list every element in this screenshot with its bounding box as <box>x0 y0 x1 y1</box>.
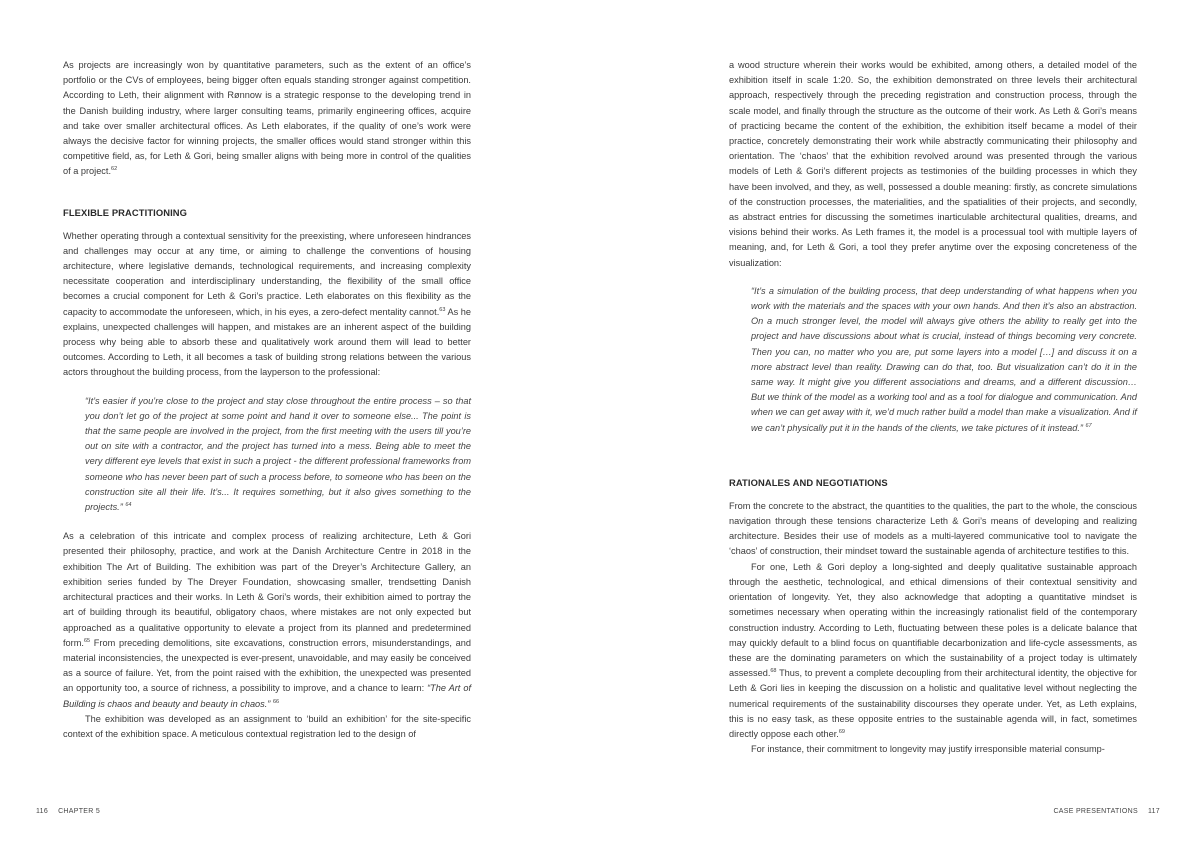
right-paragraph-2: From the concrete to the abstract, the quantities to the qualities, the part to the whole, the conscious navigation through these tensions characterize Leth & Gori’s means of developing and realizing architecture. Besides their use of models as a multi-layered communicative tool to navigate the ‘chaos’ of construction, their mindset toward the sustainable agenda of architecture testifies to this. <box>729 500 1137 557</box>
paragraph-text: For one, Leth & Gori deploy a long-sighted and deeply qualitative sustainable approach through the aesthetic, technological, and ethical dimensions of their contextual sensitivity and orientation of longevity. Yet, they also acknowledge that adopting a quantitative mindset is sometimes necessary when operating within the increasingly rationalist field of the contemporary construction industry. According to Leth, fluctuating between these poles is a delicate balance that may quickly default to a blind focus on quantifiable decarbonization and life-cycle assessments, as these are the dominating parameters on which the sustainability of a project today is ultimately assessed. <box>729 561 1137 679</box>
right-paragraph-4: For instance, their commitment to longevity may justify irresponsible material consump- <box>751 744 1105 755</box>
footnote-ref: 63 <box>439 306 446 313</box>
left-paragraph-4: The exhibition was developed as an assignment to ‘build an exhibition’ for the site-specific context of the exhibition space. A meticulous contextual registration led to the design of <box>63 713 471 739</box>
footnote-ref: 66 <box>272 698 280 705</box>
left-text-column <box>63 58 471 742</box>
page-number: 117 <box>1147 808 1160 815</box>
footnote-ref: 62 <box>111 166 118 173</box>
right-page <box>600 0 1200 849</box>
right-text-column <box>729 58 1137 757</box>
page-number: 116 <box>36 808 49 815</box>
footnote-ref: 68 <box>770 668 777 675</box>
paragraph-text: As he explains, unexpected challenges will happen, and mistakes are an inherent aspect of the building process why being able to absorb these and qualitatively work around them will lead to better outcomes. According to Leth, it all becomes a task of building strong relations between the various actors throughout the building process, from the layperson to the professional: <box>63 306 471 378</box>
right-paragraph-3 <box>729 560 1137 742</box>
right-paragraph-1: a wood structure wherein their works would be exhibited, among others, a detailed model of the exhibition itself in scale 1:20. So, the exhibition demonstrated on three levels their architectural approach, respectively through the preceding registration and construction process, through the scale model, and finally through the structure as the outcome of their work. As Leth & Gori’s means of practicing became the content of the exhibition, the exhibition itself became a model of their practice, concretely demonstrating their work while abstractly communicating their philosophy and orientation. The ‘chaos’ that the exhibition revolved around was presented through the various models of Leth & Gori’s different projects as testimonies of the building processes in which they have been involved, and they, as well, possessed a double meaning: firstly, as concrete simulations of the construction processes, the materialities, and the spatialities of their projects, and secondly, as abstract entries for discussing the sometimes inarticulable architectural qualities, dreams, and visions behind their works. As Leth frames it, the model is a processual tool with multiple layers of meaning, and, for Leth & Gori, a tool they prefer anytime over the exposing concreteness of the visualization: <box>729 60 1137 268</box>
section-heading-rationales: RATIONALES AND NEGOTIATIONS <box>729 476 888 488</box>
footnote-ref: 69 <box>838 728 845 735</box>
chapter-label: CHAPTER 5 <box>58 808 101 815</box>
quote-text: “It’s easier if you’re close to the project and stay close throughout the entire process – so that you don’t let go of the project at some point and hand it over to someone else... The point is that the same people are involved in the project, from the first meeting with the users till you’re out on site with a contractor, and the project has turned into a mess. Being able to meet the very different eye levels that exist in such a project - the different professional frameworks from someone who has never been part of such a process before, to someone who has been on the construction site all their life. It’s... It requires something, but it also gives something to the projects.” <box>85 395 471 513</box>
paragraph-text: Whether operating through a contextual sensitivity for the preexisting, where unforeseen hindrances and challenges may occur at any time, or aiming to challenge the conventions of housing architecture, where legislative demands, technological requirements, and increasing complexity necessitate cooperation and interdisciplinary understanding, the flexibility of the small office becomes a crucial component for Leth & Gori’s practice. Leth elaborates on this flexibility as the capacity to accommodate the unforeseen, which, in his eyes, a zero-defect mentality cannot. <box>63 230 471 317</box>
quote-text: “It’s a simulation of the building process, that deep understanding of what happens when you work with the materials and the spaces with your own hands. And then it’s also an abstraction. On a much stronger level, the model will always give others the ability to really get into the project and have discussions about what is crucial, instead of things becoming very concrete. Then you can, no matter who you are, put some layers into a model […] and discuss it on a more abstract level than reality. Drawing can do that, too. But visualization can’t do it in the same way. It might give you different associations and dreams, and a different discussion… But we think of the model as a working tool and as a tool for dialogue and communication. And when we can get away with it, we’d much rather build a model than make a visualization. And if we can’t physically put it in the hands of the clients, we take pictures of it instead.” <box>751 285 1137 433</box>
left-paragraph-2 <box>63 229 471 381</box>
block-quote-1 <box>85 394 471 516</box>
footnote-ref: 64 <box>125 502 132 509</box>
left-paragraph-1 <box>63 58 471 180</box>
section-label: CASE PRESENTATIONS <box>1053 808 1138 815</box>
section-heading-flexible-practitioning: FLEXIBLE PRACTITIONING <box>63 206 188 218</box>
left-paragraph-3 <box>63 529 471 711</box>
emphasis-quote: “The Art of Building is chaos and beauty and beauty in chaos.” <box>63 683 471 709</box>
paragraph-text: From preceding demolitions, site excavations, construction errors, misunderstandings, and material inconsistencies, the unexpected is ever-present, unavoidable, and may easily be conceived as a source of failure. Yet, from the point raised with the exhibition, the unexpected was presented an opportunity too, a source of richness, a possibility to improve, and a chance to learn: <box>63 637 471 694</box>
footnote-ref: 67 <box>1085 422 1092 429</box>
paragraph-text: Thus, to prevent a complete decoupling from their architectural identity, the objective for Leth & Gori lies in keeping the discussion on a holistic and qualitative level without neglecting the numerical requirements of the sustainability discourses they operate under. Yet, as Leth explains, this is no easy task, as these opposite entries to the sustainable agenda will, in fact, sometimes directly oppose each other. <box>729 668 1137 739</box>
left-footer <box>36 808 110 815</box>
block-quote-2 <box>751 284 1137 436</box>
right-footer <box>1043 808 1160 815</box>
paragraph-text: As projects are increasingly won by quantitative parameters, such as the extent of an office’s portfolio or the CVs of employees, being bigger often equals standing stronger against competition. According to Leth, their alignment with Rønnow is a strategic response to the developing trend in the Danish building industry, where larger consulting teams, primarily engineering offices, acquire and take over smaller architectural offices. As Leth elaborates, if the quality of one’s work were always the decisive factor for winning projects, the smaller offices would stand stronger within this competitive field, as, for Leth & Gori, being smaller aligns with being more in control of the qualities of a project. <box>63 60 471 177</box>
footnote-ref: 65 <box>83 637 91 644</box>
paragraph-text: As a celebration of this intricate and complex process of realizing architecture, Leth & Gori presented their philosophy, practice, and work at the Danish Architecture Centre in 2018 in the exhibition The Art of Building. The exhibition was part of the Dreyer’s Architecture Gallery, an exhibition series funded by The Dreyer Foundation, showcasing smaller, trendsetting Danish architectural practices and their works. In Leth & Gori’s words, their exhibition aimed to portray the art of building through its beautiful, obligatory chaos, where mistakes are not only expected but approached as a qualitative opportunity to elevate a project from its planned and predetermined form. <box>63 531 471 648</box>
